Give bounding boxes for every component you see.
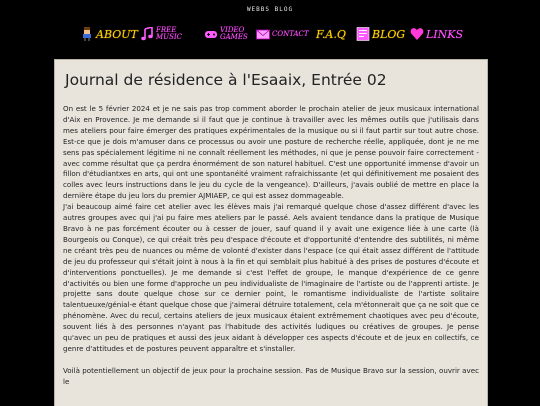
game-icon <box>204 27 218 41</box>
post-paragraph: J'ai beaucoup aimé faire cet atelier avec les élèves mais j'ai remarqué quelque chose d'assez différent d'avec les autres groupes avec qui j'ai pu faire mes ateliers par le passé. Aels avaient tendance dans la pratique de Musique Bravo à ne pas forcément écouter ou à cesser de jouer, sauf quand il y avait une exigence liée à une carte (là Bourgeois ou Conque), ce qui créait très peu d'espace d'écoute et d'opportunité d'entendre des subtilités, ni même ne créant très peu de nuances ou même de volonté d'exister dans l'espace (ce qui était assez différent de l'attitude de jeu du professeur qui s'était joint à nous à la fin et qui semblait plus habitué à des prises de postures d'écoute et d'interventions ponctuelles). Je me demande si c'est l'effet de groupe, le manque d'expérience de ce genre d'activités ou bien une forme d'approche un peu individualiste de l'imaginaire de l'artiste ou de l'apprenti artiste. Je projette sans doute quelque chose sur ce dernier point, le romantisme individualiste de l'artiste solitaire talentueuxe/génial-e étant quelque chose que j'aimerai détruire totalement, cela m'étonnerait que ça ne soit que ce phénomène. Avec du recul, certains ateliers de jeux musicaux étaient extrêmement chaotiques avec peu d'écoute, souvent liés à des personnes n'ayant pas l'habitude des activités ludiques ou créatives de groupes. Je pense qu'avec un peu de pratiques et aussi des jeux aidant à développer ces aspects d'écoute et de jeux en collectifs, ce genre d'attitudes et de postures peuvent apparaître et s'installer. <box>63 202 479 353</box>
site-title: WEBBS BLOG <box>246 6 294 13</box>
person-icon <box>80 27 94 41</box>
nav-blog-label: BLOG <box>372 27 406 41</box>
heart-icon <box>410 27 424 41</box>
post-body <box>63 104 479 388</box>
envelope-icon <box>256 27 270 41</box>
nav-about[interactable] <box>80 22 138 46</box>
post-title: Journal de résidence à l'Esaaix, Entrée 02 <box>65 71 387 89</box>
nav-free-music[interactable] <box>140 22 190 46</box>
nav-contact-label: CONTACT <box>272 29 309 38</box>
nav-links[interactable] <box>410 22 463 46</box>
nav-contact[interactable] <box>256 22 309 46</box>
nav-about-label: ABOUT <box>96 27 138 41</box>
document-icon <box>356 27 370 41</box>
nav-free-music-label: FREE MUSIC <box>156 26 182 41</box>
music-note-icon <box>140 27 154 41</box>
nav-faq-label: F.A.Q <box>316 27 346 41</box>
nav-links-label: LINKS <box>426 27 464 41</box>
blog-post-container <box>54 59 488 406</box>
nav-blog[interactable] <box>356 22 405 46</box>
main-nav <box>80 22 480 46</box>
post-paragraph: On est le 5 février 2024 et je ne sais pas trop comment aborder le prochain atelier de jeux musicaux international d'Aix en Provence. Je me demande si il faut que je continue à travailler avec les mêmes outils que j'utilisais dans mes ateliers pour faire émerger des pratiques expérimentales de la musique ou si il faut partir sur tout autre chose. Est-ce que je dois m'amuser dans ce processus ou avoir une posture de recherche réelle, appliquée, dont je ne me sens pas spécialement légitime ni ne connaît réellement les méthodes, ni que je pense pouvoir faire correctement - avec comme résultat que ça perdra énormément de son naturel habituel. C'est une opportunité immense d'avoir un fillon d'étudiantxes en arts, qui ont une spontanéité vraiment rafraichissante (et qui définitivement me posaient des colles avec leurs instructions dans le jeu du cycle de la vengeance). D'ailleurs, j'avais oublié de mettre en place la dernière étape du jeu lors du premier AJMIAEP, ce qui est assez dommageable. <box>63 104 479 201</box>
nav-video-games-label: VIDEO GAMES <box>220 26 248 41</box>
post-paragraph: Voilà potentiellement un objectif de jeux pour la prochaine session. Pas de Musique Bravo sur la session, ouvrir avec le <box>63 365 479 386</box>
nav-video-games[interactable] <box>204 22 250 46</box>
nav-faq[interactable] <box>316 22 346 46</box>
